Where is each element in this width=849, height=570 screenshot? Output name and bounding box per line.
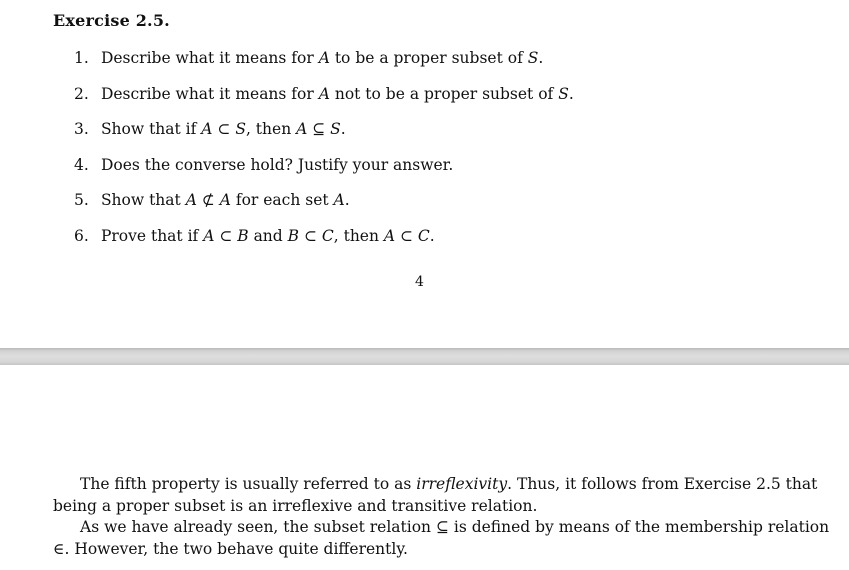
paragraph-irreflexivity [53,474,818,517]
exercise-item-6 [74,225,574,261]
item-text: Describe what it means for [100,84,319,103]
exercise-item-5 [74,189,574,225]
item-text: to be a proper subset of [329,49,528,67]
math-expression: A ⊂ S [201,120,246,139]
text-run: . Thus, it follows from Exercise 2.5 that [507,475,818,493]
emphasized-term: irreflexivity [416,475,508,493]
item-text: . [340,120,346,139]
math-expression: A ⊂ B [203,226,249,245]
item-number: 2. [74,84,89,103]
exercise-item-4 [74,154,574,190]
math-expression: A ⊄ A [185,191,231,210]
paragraph-subset-relation [53,517,830,560]
item-text: . [344,191,350,210]
exercise-item-2 [74,83,574,119]
item-text: Show that [100,191,186,210]
paragraph-line: As we have already seen, the subset relation ⊆ is defined by means of the membership relation [80,518,830,536]
math-symbol: S [527,49,539,67]
math-expression: B ⊂ C [287,226,334,245]
item-number: 6. [74,226,89,245]
exercise-item-1 [74,47,574,83]
item-text: . [429,226,435,245]
document-page-lower [0,365,849,570]
page-number: 4 [415,274,424,290]
page-separator [0,348,849,365]
text-run: The fifth property is usually referred to as [80,475,417,493]
exercise-item-3 [74,118,574,154]
paragraph-line: being a proper subset is an irreflexive and transitive relation. [53,496,538,515]
item-text: for each set [230,191,334,210]
math-symbol: A [318,49,330,67]
paragraph-line [53,474,818,496]
item-text: Show that if [100,120,202,139]
item-text: Describe what it means for [100,49,319,67]
exercise-title: Exercise 2.5. [53,11,170,30]
item-number: 5. [74,191,89,210]
item-text: and [248,226,288,245]
item-text: . [538,49,544,67]
item-number: 1. [74,49,89,67]
item-text: not to be a proper subset of [329,84,559,103]
item-text: , then [245,120,297,139]
item-text: . [568,84,574,103]
math-expression: A ⊆ S [296,120,341,139]
math-expression: A ⊂ C [383,226,430,245]
paragraph-line: ∈. However, the two behave quite differently. [53,539,408,558]
item-number: 3. [74,120,89,139]
item-number: 4. [74,155,89,174]
item-text: Does the converse hold? Justify your answer. [100,155,454,174]
math-symbol: A [333,191,345,210]
item-text: Prove that if [100,226,204,245]
math-symbol: S [558,84,569,103]
item-text: , then [333,226,384,245]
exercise-list [74,47,574,261]
math-symbol: A [318,84,330,103]
